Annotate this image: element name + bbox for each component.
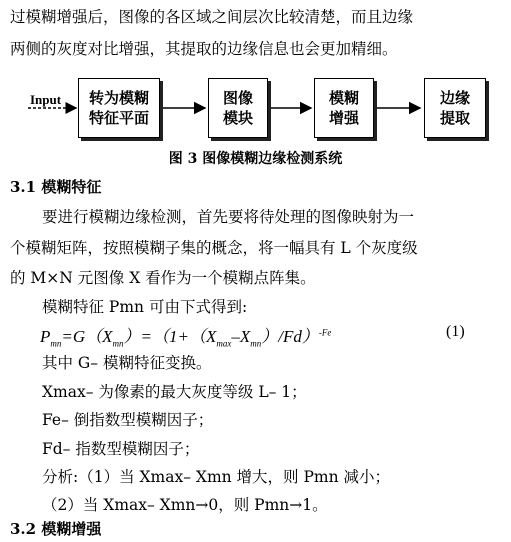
formula (40, 322, 331, 348)
box2-line1: 图像 (222, 89, 253, 107)
box-image-module (208, 78, 268, 138)
formula-sub-mn: mn (50, 338, 62, 349)
equation-number: (1) (446, 323, 465, 340)
box3-line1: 模糊 (328, 89, 359, 107)
box1-line2: 特征平面 (88, 109, 149, 127)
analysis-line-1: 分析:（1）当 Xmax– Xmn 增大，则 Pmn 减小； (42, 468, 391, 486)
input-label: Input (30, 92, 62, 107)
box2-line2: 模块 (222, 109, 253, 127)
section-heading-3-2: 3.2 模糊增强 (10, 520, 102, 538)
formula-sub-mn2: mn (112, 338, 124, 349)
def-fe: Fe– 倒指数型模糊因子； (42, 411, 214, 429)
formula-sub-max: max (216, 338, 232, 349)
figure-caption: 图 3 图像模糊边缘检测系统 (168, 151, 343, 167)
formula-end: ）/Fd） (261, 327, 319, 346)
def-xmax: Xmax– 为像素的最大灰度等级 L– 1； (42, 383, 307, 401)
box4-line1: 边缘 (439, 89, 470, 107)
box-edge-extract (424, 78, 486, 138)
analysis-line-2: （2）当 Xmax– Xmn→0，则 Pmn→1。 (42, 496, 328, 514)
formula-P: P (40, 327, 51, 346)
def-fd: Fd– 指数型模糊因子； (42, 440, 200, 458)
formula-sub-mn3: mn (250, 338, 262, 349)
formula-eq: =G（X (61, 327, 113, 346)
section-heading-3-1: 3.1 模糊特征 (10, 178, 102, 196)
box-fuzzy-enhance (314, 78, 374, 138)
box3-line2: 增强 (328, 109, 359, 127)
where-line: 其中 G– 模糊特征变换。 (42, 354, 212, 372)
formula-exponent: -Fe (318, 327, 332, 338)
para-line-1: 要进行模糊边缘检测，首先要将待处理的图像映射为一 (42, 208, 415, 226)
box-fuzzy-feature-plane (78, 78, 160, 138)
para-line-2: 个模糊矩阵，按照模糊子集的概念，将一幅具有 L 个灰度级 (10, 239, 418, 257)
formula-intro: 模糊特征 Pmn 可由下式得到: (42, 298, 248, 316)
box4-line2: 提取 (439, 109, 470, 127)
box1-line1: 转为模糊 (88, 89, 149, 107)
para-line-3: 的 M×N 元图像 X 看作为一个模糊点阵集。 (10, 269, 316, 287)
intro-line-2: 两侧的灰度对比增强，其提取的边缘信息也会更加精细。 (10, 40, 398, 58)
formula-mid1: ）=（1+（X (123, 327, 217, 346)
formula-minus: –X (231, 327, 251, 346)
intro-line-1: 过模糊增强后，图像的各区域之间层次比较清楚，而且边缘 (10, 8, 414, 26)
